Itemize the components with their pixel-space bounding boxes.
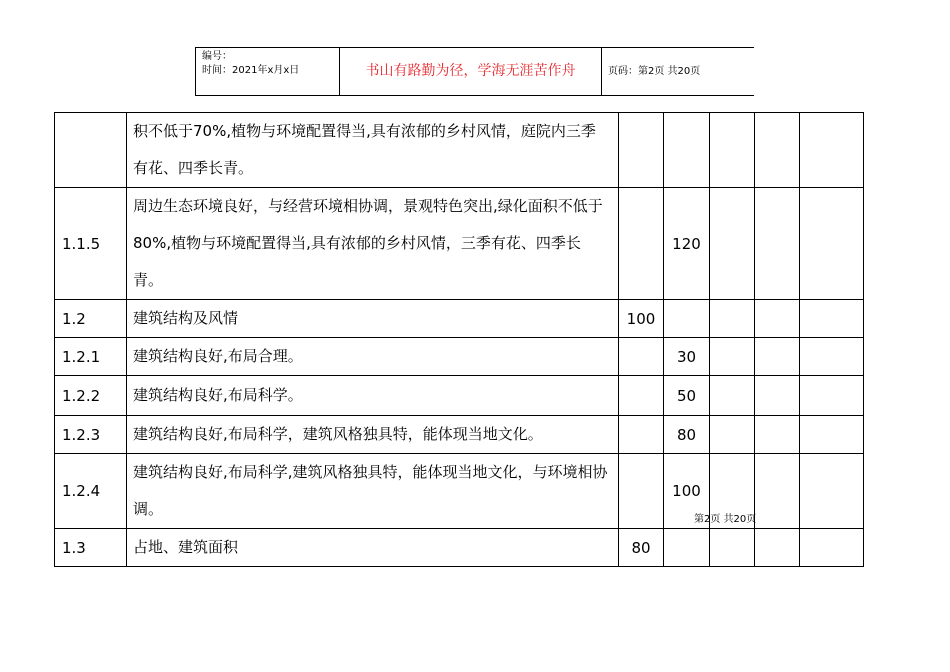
item-score <box>619 113 664 188</box>
item-score <box>619 454 664 529</box>
table-row <box>55 188 864 300</box>
scoring-table <box>54 112 864 567</box>
footer-page-number: 第2页 共20页 <box>694 514 757 525</box>
header-meta <box>196 48 340 95</box>
item-score <box>619 376 664 416</box>
item-score: 100 <box>619 300 664 338</box>
item-number: 1.3 <box>55 529 127 567</box>
item-description: 建筑结构良好,布局科学,建筑风格独具特，能体现当地文化，与环境相协调。 <box>127 454 619 529</box>
item-score <box>619 416 664 454</box>
item-description: 建筑结构良好,布局合理。 <box>127 338 619 376</box>
table-row <box>55 338 864 376</box>
item-number: 1.2.3 <box>55 416 127 454</box>
motto: 书山有路勤为径，学海无涯苦作舟 <box>340 48 602 95</box>
item-number: 1.2.1 <box>55 338 127 376</box>
document-header <box>195 47 754 96</box>
time-label: 时间：2021年x月x日 <box>202 65 300 76</box>
table-row <box>55 529 864 567</box>
item-number: 1.1.5 <box>55 188 127 300</box>
table-row <box>55 300 864 338</box>
item-score <box>619 338 664 376</box>
item-subscore: 30 <box>664 338 710 376</box>
item-description: 周边生态环境良好，与经营环境相协调，景观特色突出,绿化面积不低于80%,植物与环境配置得当,具有浓郁的乡村风情，三季有花、四季长青。 <box>127 188 619 300</box>
item-number: 1.2.2 <box>55 376 127 416</box>
number-label: 编号： <box>202 51 232 62</box>
item-subscore: 80 <box>664 416 710 454</box>
item-description: 占地、建筑面积 <box>127 529 619 567</box>
item-description: 建筑结构良好,布局科学。 <box>127 376 619 416</box>
table-row <box>55 113 864 188</box>
item-subscore <box>664 300 710 338</box>
item-subscore: 100 <box>664 454 710 529</box>
item-number <box>55 113 127 188</box>
item-number: 1.2.4 <box>55 454 127 529</box>
item-subscore <box>664 113 710 188</box>
item-number: 1.2 <box>55 300 127 338</box>
table-row <box>55 416 864 454</box>
item-description: 积不低于70%,植物与环境配置得当,具有浓郁的乡村风情，庭院内三季有花、四季长青。 <box>127 113 619 188</box>
item-subscore: 120 <box>664 188 710 300</box>
item-subscore: 50 <box>664 376 710 416</box>
table-row <box>55 376 864 416</box>
item-score: 80 <box>619 529 664 567</box>
item-description: 建筑结构及风情 <box>127 300 619 338</box>
item-score <box>619 188 664 300</box>
item-description: 建筑结构良好,布局科学，建筑风格独具特，能体现当地文化。 <box>127 416 619 454</box>
page-code: 页码：第2页 共20页 <box>608 66 701 77</box>
item-subscore <box>664 529 710 567</box>
